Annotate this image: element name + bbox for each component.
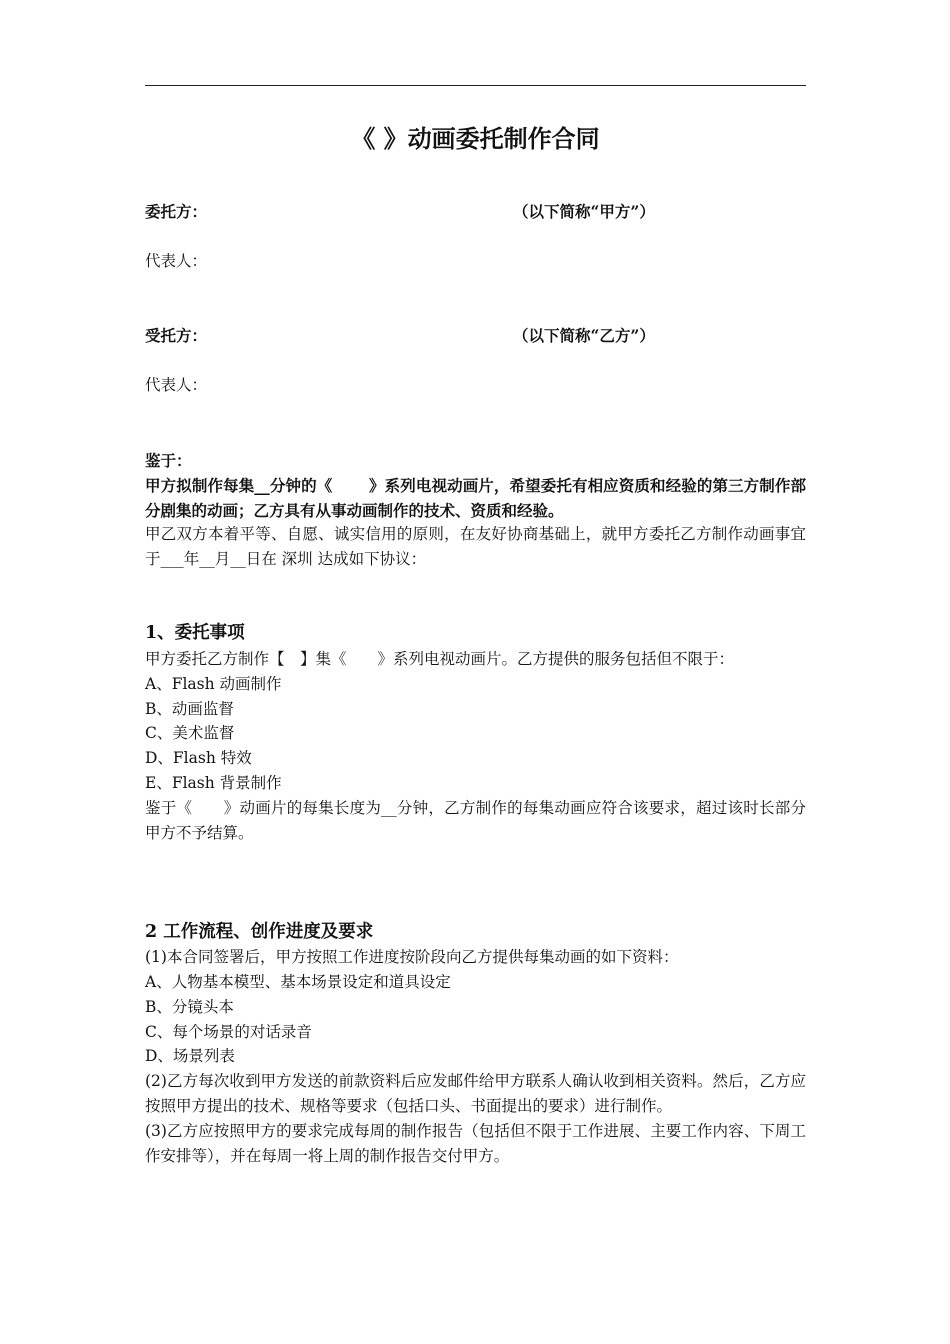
section-2-item: C、每个场景的对话录音 xyxy=(145,1023,312,1041)
party-b-label: 受托方： xyxy=(145,326,208,345)
party-a-rep: 代表人： xyxy=(145,252,208,270)
section-2-heading: 2 工作流程、创作进度及要求 xyxy=(145,922,374,942)
section-1-item: E、Flash 背景制作 xyxy=(145,774,282,792)
party-a-row xyxy=(145,199,806,224)
section-2-paragraph-2: (2)乙方每次收到甲方发送的前款资料后应发邮件给甲方联系人确认收到相关资料。然后，乙方应按照甲方提出的技术、规格等要求（包括口头、书面提出的要求）进行制作。 xyxy=(145,1072,806,1115)
whereas-paragraph-2: 甲乙双方本着平等、自愿、诚实信用的原则，在友好协商基础上，就甲方委托乙方制作动画事宜于___年__月__日在 深圳 达成如下协议： xyxy=(145,525,806,568)
whereas-heading: 鉴于： xyxy=(145,451,192,470)
section-1-item: C、美术监督 xyxy=(145,724,235,742)
section-1-intro: 甲方委托乙方制作【 】集《 》系列电视动画片。乙方提供的服务包括但不限于： xyxy=(145,650,735,668)
section-1-heading: 1、委托事项 xyxy=(145,623,245,643)
party-a-note: （以下简称“甲方”） xyxy=(513,202,655,221)
section-2-paragraph-3: (3)乙方应按照甲方的要求完成每周的制作报告（包括但不限于工作进展、主要工作内容、下周工作安排等），并在每周一将上周的制作报告交付甲方。 xyxy=(145,1122,806,1165)
section-1-item: A、Flash 动画制作 xyxy=(145,675,282,693)
party-b-note: （以下简称“乙方”） xyxy=(513,326,655,345)
document-title: 《 》动画委托制作合同 xyxy=(351,125,600,153)
section-2-paragraph-1: (1)本合同签署后，甲方按照工作进度按阶段向乙方提供每集动画的如下资料： xyxy=(145,948,679,966)
section-2-item: A、人物基本模型、基本场景设定和道具设定 xyxy=(145,973,451,991)
whereas-paragraph-1: 甲方拟制作每集__分钟的《 》系列电视动画片，希望委托有相应资质和经验的第三方制作部分剧集的动画；乙方具有从事动画制作的技术、资质和经验。 xyxy=(145,476,806,520)
header-rule xyxy=(145,85,806,86)
party-b-row xyxy=(145,323,806,348)
section-2-item: D、场景列表 xyxy=(145,1047,235,1065)
party-a-label: 委托方： xyxy=(145,202,208,221)
section-2-item: B、分镜头本 xyxy=(145,998,234,1016)
section-1-note: 鉴于《 》动画片的每集长度为__分钟，乙方制作的每集动画应符合该要求，超过该时长部分甲方不予结算。 xyxy=(145,799,806,842)
party-b-rep: 代表人： xyxy=(145,376,208,394)
section-1-item: B、动画监督 xyxy=(145,700,234,718)
section-1-item: D、Flash 特效 xyxy=(145,749,252,767)
